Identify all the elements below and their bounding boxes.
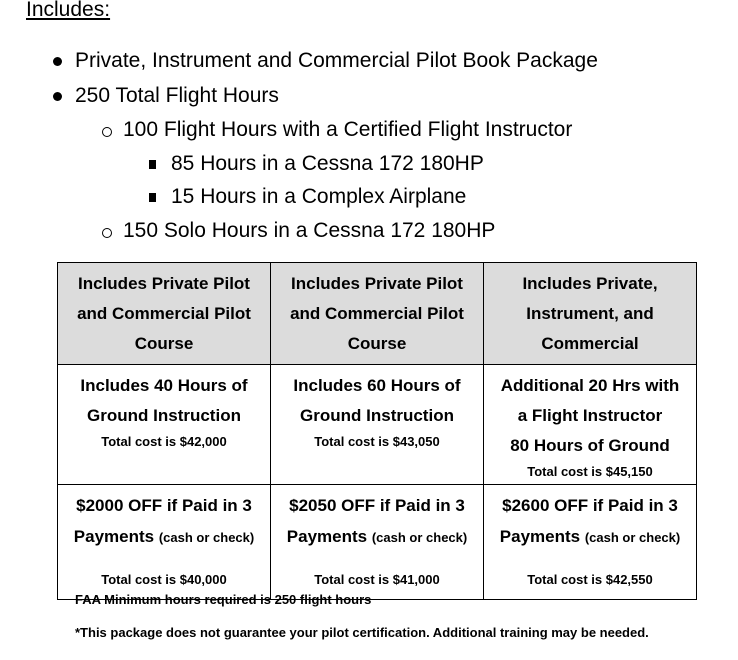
header-cell-private-instrument-commercial: Includes Private, Instrument, and Commercial xyxy=(484,263,697,365)
detail-cell-additional-20-hours: Additional 20 Hrs with a Flight Instructor 80 Hours of Ground Total cost is $45,150 xyxy=(484,365,697,485)
total-cost: Total cost is $43,050 xyxy=(314,434,440,449)
includes-heading: Includes: xyxy=(26,0,111,21)
total-cost: Total cost is $42,550 xyxy=(527,572,653,587)
offer-cell-2050-off: $2050 OFF if Paid in 3 Payments (cash or check) Total cost is $41,000 xyxy=(271,485,484,600)
bullet-total-hours: 250 Total Flight Hours xyxy=(75,84,279,107)
offer-cell-2000-off: $2000 OFF if Paid in 3 Payments (cash or check) Total cost is $40,000 xyxy=(58,485,271,600)
pricing-table xyxy=(57,262,697,600)
bullet-circle-icon xyxy=(102,228,112,238)
sub-sub-bullet-complex-hours: 15 Hours in a Complex Airplane xyxy=(171,185,467,208)
bullet-disc-icon xyxy=(53,92,62,101)
bullet-square-icon xyxy=(149,160,156,169)
bullet-square-icon xyxy=(149,193,156,202)
total-cost: Total cost is $42,000 xyxy=(101,434,227,449)
header-cell-private-commercial-1: Includes Private Pilot and Commercial Pilot Course xyxy=(58,263,271,365)
bullet-book-package: Private, Instrument and Commercial Pilot Book Package xyxy=(75,49,598,72)
total-cost: Total cost is $45,150 xyxy=(527,464,653,479)
bullet-circle-icon xyxy=(102,127,112,137)
sub-bullet-solo-hours: 150 Solo Hours in a Cessna 172 180HP xyxy=(123,219,496,242)
table-row-offers xyxy=(58,485,697,600)
table-header-row xyxy=(58,263,697,365)
header-cell-private-commercial-2: Includes Private Pilot and Commercial Pilot Course xyxy=(271,263,484,365)
sub-sub-bullet-cessna-hours: 85 Hours in a Cessna 172 180HP xyxy=(171,152,484,175)
offer-cell-2600-off: $2600 OFF if Paid in 3 Payments (cash or check) Total cost is $42,550 xyxy=(484,485,697,600)
detail-cell-40-hours: Includes 40 Hours of Ground Instruction Total cost is $42,000 xyxy=(58,365,271,485)
total-cost: Total cost is $41,000 xyxy=(314,572,440,587)
faa-minimum-note: FAA Minimum hours required is 250 flight hours xyxy=(75,592,372,607)
table-row-details xyxy=(58,365,697,485)
bullet-disc-icon xyxy=(53,57,62,66)
disclaimer-note: *This package does not guarantee your pilot certification. Additional training may be needed. xyxy=(75,625,649,640)
total-cost: Total cost is $40,000 xyxy=(101,572,227,587)
detail-cell-60-hours: Includes 60 Hours of Ground Instruction Total cost is $43,050 xyxy=(271,365,484,485)
sub-bullet-instructor-hours: 100 Flight Hours with a Certified Flight Instructor xyxy=(123,118,573,141)
